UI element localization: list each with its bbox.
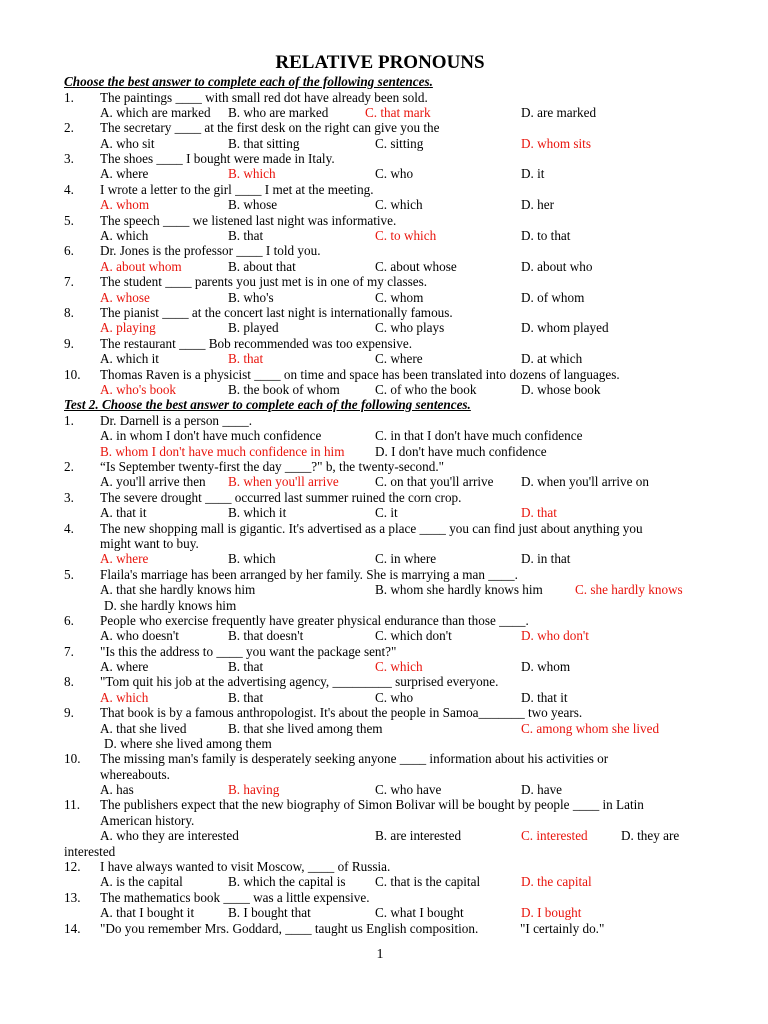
answer-option: A. that she lived (100, 720, 187, 736)
text-line (0, 182, 760, 197)
question-number: 9. (64, 705, 74, 720)
answer-option-correct: A. about whom (100, 258, 182, 274)
line-text: “Is September twenty-first the day ____?" b, the twenty-second." (100, 459, 445, 474)
answer-option: B. that (228, 689, 264, 705)
line-text: "Tom quit his job at the advertising agency, _________ surprised everyone. (100, 674, 499, 689)
question-number: 1. (64, 412, 74, 428)
line-text: "I certainly do." (520, 920, 605, 936)
line-text: American history. (100, 812, 195, 828)
text-line (0, 351, 760, 366)
line-text: "Is this the address to ____ you want the package sent?" (100, 643, 397, 659)
answer-option: D. are marked (521, 105, 597, 120)
question-number: 2. (64, 120, 74, 135)
text-line (0, 444, 760, 459)
text-line (0, 136, 760, 151)
text-line (0, 259, 760, 274)
answer-option-correct: A. which (100, 689, 149, 705)
line-text: Dr. Jones is the professor ____ I told you. (100, 243, 321, 258)
line-text: "Do you remember Mrs. Goddard, ____ taught us English composition. (100, 920, 479, 936)
answer-option-correct: C. that mark (365, 105, 431, 120)
answer-option: C. it (375, 505, 398, 520)
answer-option-correct: B. that (228, 351, 264, 366)
answer-option-correct: A. who's book (100, 382, 177, 397)
answer-option: C. sitting (375, 135, 424, 151)
answer-option: C. which don't (375, 628, 452, 643)
answer-option-correct: D. whom sits (521, 135, 591, 151)
text-line (0, 474, 760, 489)
line-text: I have always wanted to visit Moscow, ____ of Russia. (100, 859, 391, 874)
answer-option: A. you'll arrive then (100, 474, 206, 489)
answer-option: C. which (375, 197, 423, 212)
text-line (0, 644, 760, 659)
answer-option-correct: A. whom (100, 197, 150, 212)
text-line (0, 859, 760, 874)
text-line (0, 567, 760, 582)
answer-option: D. where she lived among them (104, 736, 272, 751)
text-line (0, 674, 760, 689)
answer-option-correct: C. to which (375, 228, 437, 243)
answer-option: B. are interested (375, 828, 462, 843)
text-line (0, 844, 760, 859)
line-text: The secretary ____ at the first desk on the right can give you the (100, 120, 440, 135)
question-number: 7. (64, 643, 74, 659)
line-text: The speech ____ we listened last night was informative. (100, 212, 397, 228)
text-line (0, 874, 760, 889)
answer-option: B. I bought that (228, 905, 311, 920)
answer-option: A. which are marked (100, 105, 211, 120)
answer-option: A. that it (100, 505, 147, 520)
question-number: 6. (64, 612, 74, 628)
text-line (0, 228, 760, 243)
answer-option: C. in where (375, 551, 437, 566)
line-text: The severe drought ____ occurred last summer ruined the corn crop. (100, 489, 462, 505)
text-line (0, 459, 760, 474)
line-text: The shoes ____ I bought were made in Italy. (100, 151, 335, 166)
answer-option: C. what I bought (375, 905, 464, 920)
text-line (0, 428, 760, 443)
answer-option: B. played (228, 320, 279, 335)
question-number: 5. (64, 566, 74, 582)
answer-option: D. whose book (521, 382, 601, 397)
answer-option: B. who are marked (228, 105, 329, 120)
section-heading: Test 2. Choose the best answer to complete each of the following sentences. (64, 397, 471, 412)
answer-option: A. who sit (100, 135, 155, 151)
text-line (0, 505, 760, 520)
line-text: I wrote a letter to the girl ____ I met at the meeting. (100, 181, 374, 197)
answer-option: A. has (100, 782, 134, 797)
question-number: 10. (64, 751, 81, 766)
answer-option: A. that she hardly knows him (100, 582, 256, 597)
section-heading: Choose the best answer to complete each of the following sentences. (64, 74, 433, 89)
answer-option-correct: A. whose (100, 289, 150, 305)
line-text: Flaila's marriage has been arranged by her family. She is marrying a man ____. (100, 566, 518, 582)
question-number: 5. (64, 212, 74, 228)
answer-option-correct: D. I bought (521, 905, 582, 920)
question-number: 13. (64, 889, 81, 905)
line-text: Dr. Darnell is a person ____. (100, 412, 252, 428)
text-line (0, 797, 760, 812)
line-text: The pianist ____ at the concert last night is internationally famous. (100, 305, 453, 320)
answer-option: A. which (100, 228, 149, 243)
answer-option: A. that I bought it (100, 905, 195, 920)
question-number: 6. (64, 243, 74, 258)
question-number: 12. (64, 859, 81, 874)
text-line (0, 274, 760, 289)
answer-option: C. who have (375, 782, 442, 797)
text-line (0, 105, 760, 120)
text-line (0, 751, 760, 766)
answer-option-correct: B. when you'll arrive (228, 474, 339, 489)
question-number: 10. (64, 366, 81, 382)
answer-option: D. to that (521, 228, 571, 243)
answer-option: C. about whose (375, 258, 457, 274)
page-title: RELATIVE PRONOUNS (275, 52, 485, 73)
answer-option: D. she hardly knows him (104, 597, 237, 613)
line-text: whereabouts. (100, 766, 170, 782)
answer-option: C. that is the capital (375, 874, 481, 889)
answer-option-correct: D. the capital (521, 874, 592, 889)
answer-option-correct: B. having (228, 782, 280, 797)
answer-option-correct: C. she hardly knows (575, 582, 683, 597)
answer-option: C. whom (375, 289, 424, 305)
text-line (0, 290, 760, 305)
answer-option: B. which (228, 551, 276, 566)
answer-option: A. where (100, 659, 149, 674)
line-text: That book is by a famous anthropologist. It's about the people in Samoa_______ two years. (100, 705, 583, 720)
text-line (0, 828, 760, 843)
question-number: 1. (64, 89, 74, 105)
line-text: The missing man's family is desperately seeking anyone ____ information about his activities or (100, 751, 609, 766)
text-line (0, 659, 760, 674)
answer-option: B. about that (228, 258, 296, 274)
text-line (0, 551, 760, 566)
answer-option: D. her (521, 197, 554, 212)
text-line (0, 74, 760, 89)
answer-option: A. who they are interested (100, 828, 239, 843)
answer-option-correct: B. whom I don't have much confidence in him (100, 443, 345, 459)
answer-option: C. who (375, 689, 414, 705)
text-line (0, 921, 760, 936)
answer-option: A. where (100, 166, 149, 181)
question-number: 9. (64, 335, 74, 351)
text-line (0, 890, 760, 905)
line-text: The publishers expect that the new biography of Simon Bolivar will be bought by people ____ in Latin (100, 797, 644, 812)
text-line (0, 197, 760, 212)
answer-option-correct: C. which (375, 659, 423, 674)
answer-option: D. I don't have much confidence (375, 443, 547, 459)
line-text: The restaurant ____ Bob recommended was too expensive. (100, 335, 413, 351)
question-number: 2. (64, 459, 74, 474)
answer-option: B. which the capital is (228, 874, 346, 889)
answer-option-correct: C. interested (521, 828, 588, 843)
answer-option: B. that (228, 659, 264, 674)
question-number: 8. (64, 305, 74, 320)
line-text: People who exercise frequently have greater physical endurance than those ____. (100, 612, 529, 628)
question-number: 3. (64, 151, 74, 166)
answer-option: D. about who (521, 258, 593, 274)
text-line (0, 628, 760, 643)
text-line (0, 382, 760, 397)
text-line (0, 536, 760, 551)
answer-option-correct: A. where (100, 551, 149, 566)
question-number: 4. (64, 520, 74, 536)
answer-option: D. have (521, 782, 563, 797)
answer-option: D. whom played (521, 320, 609, 335)
text-line (0, 243, 760, 258)
answer-option: B. that doesn't (228, 628, 304, 643)
text-line (0, 521, 760, 536)
answer-option: C. of who the book (375, 382, 477, 397)
text-line (0, 90, 760, 105)
answer-option: A. is the capital (100, 874, 183, 889)
answer-option: D. when you'll arrive on (521, 474, 649, 489)
answer-option-correct: D. who don't (521, 628, 589, 643)
text-line (0, 213, 760, 228)
text-line (0, 736, 760, 751)
text-line (0, 151, 760, 166)
answer-option-correct: D. that (521, 505, 557, 520)
answer-option: D. at which (521, 351, 583, 366)
text-line (0, 767, 760, 782)
answer-option: D. in that (521, 551, 571, 566)
line-text: The paintings ____ with small red dot have already been sold. (100, 89, 428, 105)
text-line (0, 782, 760, 797)
text-line (0, 813, 760, 828)
answer-option: D. that it (521, 689, 568, 705)
line-text: The new shopping mall is gigantic. It's advertised as a place ____ you can find just about anything you (100, 520, 643, 536)
text-line (0, 598, 760, 613)
text-line (0, 905, 760, 920)
text-line (0, 305, 760, 320)
text-line (0, 367, 760, 382)
answer-option: B. whose (228, 197, 278, 212)
answer-option: D. of whom (521, 289, 585, 305)
answer-option: C. who plays (375, 320, 445, 335)
question-number: 4. (64, 181, 74, 197)
line-text: might want to buy. (100, 536, 199, 551)
text-line (0, 721, 760, 736)
answer-option-correct: C. among whom she lived (521, 720, 660, 736)
answer-option: B. the book of whom (228, 382, 340, 397)
text-line (0, 490, 760, 505)
answer-option: B. who's (228, 289, 274, 305)
text-line (0, 320, 760, 335)
text-line (0, 690, 760, 705)
answer-option-correct: B. which (228, 166, 276, 181)
answer-option: D. they are (621, 828, 680, 843)
answer-option: B. that (228, 228, 264, 243)
answer-option: B. whom she hardly knows him (375, 582, 543, 597)
answer-option-correct: A. playing (100, 320, 156, 335)
answer-option: D. whom (521, 659, 571, 674)
answer-option: A. which it (100, 351, 159, 366)
text-line (0, 413, 760, 428)
question-number: 7. (64, 274, 74, 289)
text-line (0, 582, 760, 597)
line-text: The student ____ parents you just met is in one of my classes. (100, 274, 428, 289)
answer-option: C. on that you'll arrive (375, 474, 494, 489)
answer-option: B. which it (228, 505, 287, 520)
question-number: 14. (64, 920, 81, 936)
answer-option: B. that sitting (228, 135, 300, 151)
answer-option: A. who doesn't (100, 628, 179, 643)
text-line (0, 120, 760, 135)
answer-option: C. in that I don't have much confidence (375, 428, 583, 443)
answer-option: C. who (375, 166, 414, 181)
answer-option: D. it (521, 166, 545, 181)
answer-option: B. that she lived among them (228, 720, 383, 736)
question-number: 11. (64, 797, 80, 812)
text-line (0, 705, 760, 720)
question-number: 8. (64, 674, 74, 689)
text-line (0, 336, 760, 351)
text-line (0, 613, 760, 628)
text-line (0, 397, 760, 412)
page-number: 1 (376, 947, 384, 962)
text-line (0, 166, 760, 181)
question-number: 3. (64, 489, 74, 505)
line-text: interested (64, 843, 116, 859)
line-text: The mathematics book ____ was a little expensive. (100, 889, 370, 905)
answer-option: A. in whom I don't have much confidence (100, 428, 322, 443)
line-text: Thomas Raven is a physicist ____ on time and space has been translated into dozens of languages. (100, 366, 620, 382)
answer-option: C. where (375, 351, 423, 366)
